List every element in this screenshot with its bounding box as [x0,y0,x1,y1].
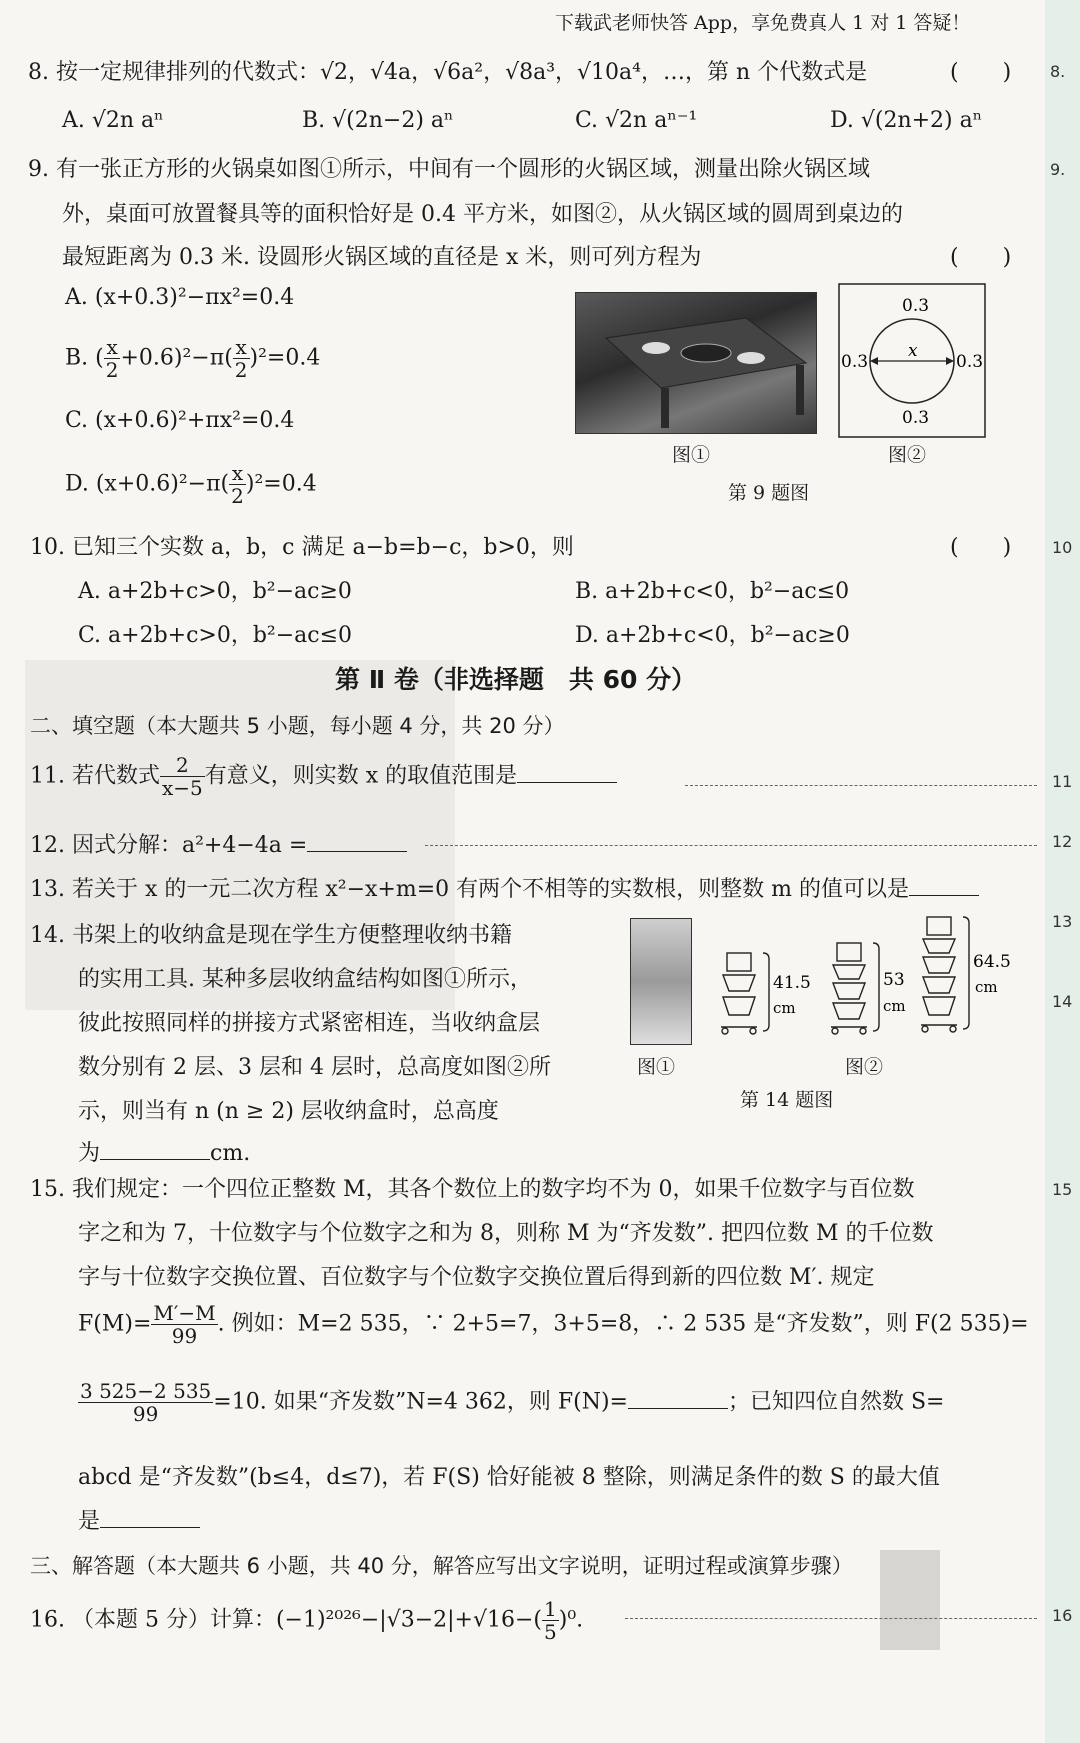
q14-fig1-label: 图① [637,1056,676,1078]
q8-answer-paren: ( ) [950,60,1012,85]
q10-option-c: C. a+2b+c>0，b²−ac≤0 [78,623,353,648]
q9-option-c: C. (x+0.6)²+πx²=0.4 [65,408,295,433]
q14-last-line [78,1136,250,1167]
storage-box-diagram [715,915,1015,1050]
q9-fig1-label: 图① [672,444,711,466]
frac-den: 5 [544,1620,557,1644]
q8-option-b: B. √(2n−2) aⁿ [302,108,454,133]
q15-ex-post2: ；已知四位自然数 S= [727,1389,945,1415]
q9-option-b [65,336,320,381]
q9-answer-paren: ( ) [950,245,1012,270]
q16-dash-line [625,1618,1037,1619]
height-3-layers: 53 [883,970,905,990]
q15-answer-blank-1[interactable] [628,1388,728,1409]
frac-num: 1 [544,1597,557,1621]
dist-bottom: 0.3 [902,408,930,428]
unit-label: cm [773,999,796,1017]
q14-line3: 彼此按照同样的拼接方式紧密相连，当收纳盒层 [78,1011,541,1036]
q12-answer-blank[interactable] [307,831,407,852]
section2-title: 第 Ⅱ 卷（非选择题 共 60 分） [335,665,697,694]
frac-den: x−5 [161,776,203,800]
arrow-left-icon [870,357,878,365]
arrow-right-icon [946,357,954,365]
q15-margin-mark: 15 [1052,1180,1073,1199]
q14-last-post: cm. [210,1141,251,1166]
q10-option-b: B. a+2b+c<0，b²−ac≤0 [575,579,850,604]
q8-option-a: A. √2n aⁿ [62,108,164,133]
q10-margin-mark: 10 [1052,538,1073,557]
q9-option-d-post: )²=0.4 [245,471,317,497]
q12-text: 12. 因式分解：a²+4−4a = [30,833,308,858]
q10-stem: 10. 已知三个实数 a，b，c 满足 a−b=b−c，b>0，则 [30,535,574,560]
frac-den: 99 [171,1324,198,1348]
q11-pre: 11. 若代数式 [30,763,160,789]
q9-option-d-pre: D. (x+0.6)²−π( [65,471,230,497]
table-sketch [576,293,816,433]
q15-example [78,1380,944,1425]
hotpot-table-photo [575,292,817,434]
fraction [233,336,250,381]
q11-answer-blank[interactable] [517,762,617,783]
q9-option-a: A. (x+0.3)²−πx²=0.4 [65,285,295,310]
unit-label: cm [883,997,906,1015]
fraction [78,1380,213,1425]
q9-option-d [65,462,317,507]
q15-f-pre: F(M)= [78,1311,152,1337]
q9-option-b-post: )²=0.4 [249,345,321,371]
q15-line6: abcd 是“齐发数”(b≤4，d≤7)，若 F(S) 恰好能被 8 整除，则满足条件的数 S 的最大值 [78,1465,940,1490]
q12-margin-mark: 12 [1052,832,1073,851]
q14-answer-blank[interactable] [100,1139,210,1160]
height-4-layers: 64.5 [973,952,1011,972]
q9-line3: 最短距离为 0.3 米. 设圆形火锅区域的直径是 x 米，则可列方程为 [62,245,702,270]
frac-den: 99 [132,1402,159,1426]
height-2-layers: 41.5 [773,973,811,993]
stack-4-layers [921,917,969,1032]
q13-text: 13. 若关于 x 的一元二次方程 x²−x+m=0 有两个不相等的实数根，则整数 m 的值可以是 [30,877,910,902]
frac-den: 2 [105,358,119,382]
q12-question [30,828,407,859]
q16-post: )⁰. [558,1607,584,1633]
fraction [229,462,246,507]
q16-question [30,1598,583,1643]
fraction [160,754,205,799]
q8-option-d: D. √(2n+2) aⁿ [830,108,983,133]
fraction [542,1598,559,1643]
q10-option-a: A. a+2b+c>0，b²−ac≥0 [78,579,352,604]
frac-num: x [104,336,121,359]
unit-label: cm [975,978,998,996]
q8-stem: 8. 按一定规律排列的代数式：√2，√4a，√6a²，√8a³，√10a⁴，…，第 n 个代数式是 [28,60,868,85]
q14-line4: 数分别有 2 层、3 层和 4 层时，总高度如图②所 [78,1055,551,1080]
frac-num: 2 [160,754,205,777]
q9-figure-caption: 第 9 题图 [728,482,810,504]
q11-margin-mark: 11 [1052,772,1073,791]
dist-left: 0.3 [841,352,869,372]
diameter-label: x [908,341,918,361]
q14-figure-caption: 第 14 题图 [740,1089,834,1111]
q11-question [30,754,617,799]
q14-line1: 14. 书架上的收纳盒是现在学生方便整理收纳书籍 [30,923,512,948]
fraction [104,336,121,381]
q11-post: 有意义，则实数 x 的取值范围是 [204,763,518,789]
q15-answer-blank-2[interactable] [100,1507,200,1528]
q13-answer-blank[interactable] [909,875,979,896]
hotpot-diagram [838,283,986,438]
q16-pre: 16. （本题 5 分）计算：(−1)²⁰²⁶−|√3−2|+√16−( [30,1607,543,1633]
q9-fig2-label: 图② [888,444,927,466]
q13-margin-mark: 13 [1052,912,1073,931]
frac-den: 2 [231,484,244,508]
storage-box-photo [630,918,692,1045]
q15-line7-text: 是 [78,1509,101,1534]
part3-title: 三、解答题（本大题共 6 小题，共 40 分，解答应写出文字说明，证明过程或演算步骤） [30,1554,853,1578]
q15-line3: 字与十位数字交换位置、百位数字与个位数字交换位置后得到新的四位数 M′. 规定 [78,1265,875,1290]
frac-num: x [229,462,246,485]
fraction [151,1302,217,1347]
watermark [880,1550,940,1650]
q11-dash-line [685,785,1037,786]
q15-line7 [78,1504,200,1535]
q13-question [30,872,979,903]
q12-dash-line [425,845,1037,846]
q15-line1: 15. 我们规定：一个四位正整数 M，其各个数位上的数字均不为 0，如果千位数字与百位数 [30,1177,915,1202]
dist-top: 0.3 [902,296,930,316]
q14-last-pre: 为 [78,1141,101,1166]
frac-num: 3 525−2 535 [80,1379,212,1403]
header-note: 下载武老师快答 App，享免费真人 1 对 1 答疑！ [555,12,971,34]
stack-3-layers [831,943,879,1034]
q10-option-d: D. a+2b+c<0，b²−ac≥0 [575,623,850,648]
frac-num: M′−M [153,1301,216,1325]
q15-line2: 字之和为 7，十位数字与个位数字之和为 8，则称 M 为“齐发数”. 把四位数 M 的千位数 [78,1221,934,1246]
q9-margin-mark: 9. [1050,160,1066,179]
q14-line2: 的实用工具. 某种多层收纳盒结构如图①所示， [78,967,532,992]
q10-answer-paren: ( ) [950,535,1012,560]
q9-line1: 9. 有一张正方形的火锅桌如图①所示，中间有一个圆形的火锅区域，测量出除火锅区域 [28,157,870,182]
q14-line5: 示，则当有 n (n ≥ 2) 层收纳盒时，总高度 [78,1099,499,1124]
q15-f-post: . 例如：M=2 535，∵ 2+5=7，3+5=8，∴ 2 535 是“齐发数”，则 F(2 535)= [217,1311,1029,1337]
q15-ex-post1: =10. 如果“齐发数”N=4 362，则 F(N)= [213,1389,628,1415]
part2-title: 二、填空题（本大题共 5 小题，每小题 4 分，共 20 分） [30,714,565,738]
q14-margin-mark: 14 [1052,992,1073,1011]
q8-margin-mark: 8. [1050,62,1066,81]
q9-line2: 外，桌面可放置餐具等的面积恰好是 0.4 平方米，如图②，从火锅区域的圆周到桌边的 [62,202,903,227]
frac-num: x [233,336,250,359]
q14-fig2-label: 图② [845,1056,884,1078]
q16-margin-mark: 16 [1052,1606,1073,1625]
stack-2-layers [721,953,769,1034]
frac-den: 2 [234,358,248,382]
dist-right: 0.3 [956,352,984,372]
right-margin-strip [1045,0,1080,1743]
q8-option-c: C. √2n aⁿ⁻¹ [575,108,698,133]
q9-option-b-pre: B. ( [65,345,104,371]
q9-option-b-mid: +0.6)²−π( [120,345,233,371]
q15-definition [78,1302,1029,1347]
